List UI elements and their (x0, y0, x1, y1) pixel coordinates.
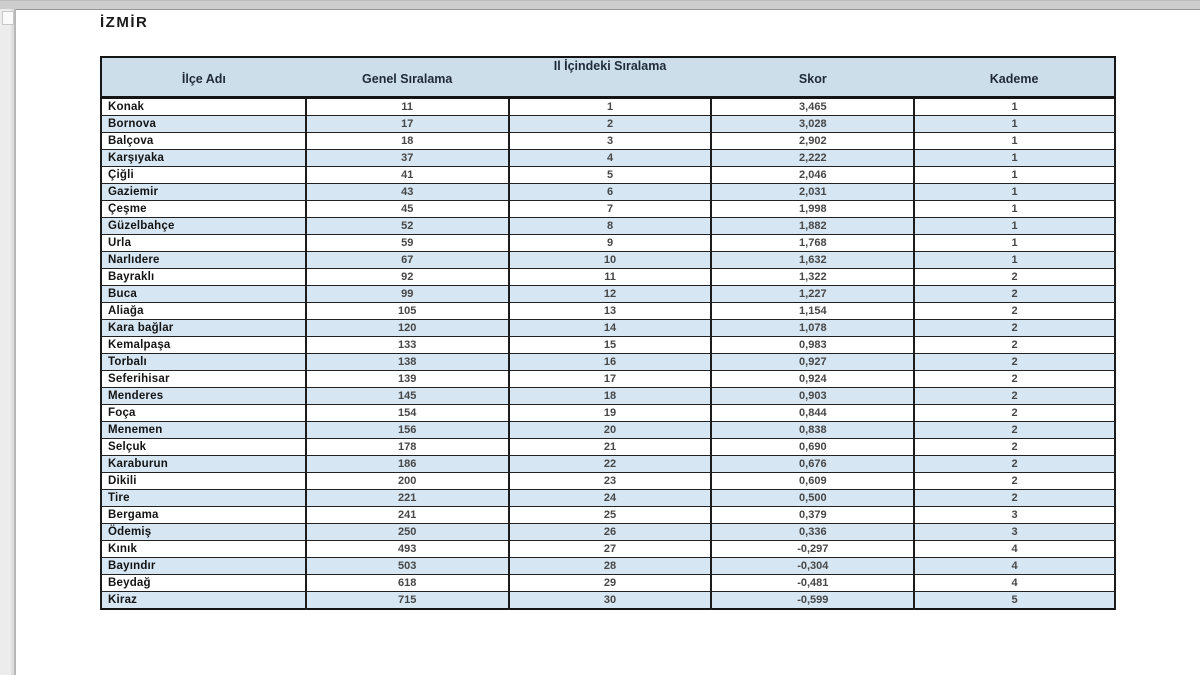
cell-general-rank: 145 (306, 388, 509, 405)
cell-district-name: Karaburun (101, 456, 306, 473)
table-row (101, 133, 1115, 150)
cell-score: 1,998 (711, 201, 914, 218)
col-header-general-rank: Genel Sıralama (306, 57, 509, 98)
izmir-district-ranking-table (100, 56, 1116, 610)
cell-general-rank: 105 (306, 303, 509, 320)
cell-general-rank: 41 (306, 167, 509, 184)
cell-province-rank: 25 (509, 507, 712, 524)
window-top-edge (0, 0, 1200, 10)
cell-district-name: Foça (101, 405, 306, 422)
table-row (101, 371, 1115, 388)
cell-general-rank: 133 (306, 337, 509, 354)
table-row (101, 490, 1115, 507)
cell-district-name: Torbalı (101, 354, 306, 371)
table-row (101, 201, 1115, 218)
table-header (101, 57, 1115, 98)
cell-province-rank: 11 (509, 269, 712, 286)
cell-general-rank: 178 (306, 439, 509, 456)
cell-province-rank: 9 (509, 235, 712, 252)
cell-province-rank: 1 (509, 98, 712, 116)
table-row (101, 167, 1115, 184)
cell-level: 1 (914, 252, 1115, 269)
table-row (101, 456, 1115, 473)
cell-province-rank: 23 (509, 473, 712, 490)
cell-province-rank: 21 (509, 439, 712, 456)
cell-level: 2 (914, 286, 1115, 303)
cell-district-name: Menemen (101, 422, 306, 439)
cell-level: 2 (914, 439, 1115, 456)
table-row (101, 98, 1115, 116)
cell-level: 1 (914, 133, 1115, 150)
cell-general-rank: 503 (306, 558, 509, 575)
cell-score: 1,882 (711, 218, 914, 235)
cell-district-name: Bayraklı (101, 269, 306, 286)
cell-score: 1,078 (711, 320, 914, 337)
cell-score: 3,028 (711, 116, 914, 133)
table-row (101, 473, 1115, 490)
cell-district-name: Dikili (101, 473, 306, 490)
cell-level: 2 (914, 337, 1115, 354)
cell-general-rank: 221 (306, 490, 509, 507)
cell-level: 4 (914, 558, 1115, 575)
table-row (101, 286, 1115, 303)
col-header-province-rank: Il İçindeki Sıralama (509, 57, 712, 98)
cell-province-rank: 17 (509, 371, 712, 388)
cell-general-rank: 11 (306, 98, 509, 116)
cell-general-rank: 154 (306, 405, 509, 422)
cell-score: 0,336 (711, 524, 914, 541)
cell-province-rank: 16 (509, 354, 712, 371)
cell-level: 2 (914, 354, 1115, 371)
cell-level: 5 (914, 592, 1115, 610)
cell-score: 0,690 (711, 439, 914, 456)
cell-district-name: Ödemiş (101, 524, 306, 541)
cell-level: 2 (914, 490, 1115, 507)
table-row (101, 252, 1115, 269)
col-header-score: Skor (711, 57, 914, 98)
cell-province-rank: 2 (509, 116, 712, 133)
col-header-district-name: İlçe Adı (101, 57, 306, 98)
table-row (101, 388, 1115, 405)
cell-general-rank: 92 (306, 269, 509, 286)
cell-level: 1 (914, 98, 1115, 116)
cell-score: 0,927 (711, 354, 914, 371)
table-row (101, 507, 1115, 524)
cell-general-rank: 715 (306, 592, 509, 610)
cell-general-rank: 156 (306, 422, 509, 439)
table-row (101, 592, 1115, 610)
cell-general-rank: 186 (306, 456, 509, 473)
cell-district-name: Seferihisar (101, 371, 306, 388)
cell-score: -0,599 (711, 592, 914, 610)
cell-district-name: Buca (101, 286, 306, 303)
table-row (101, 218, 1115, 235)
cell-level: 3 (914, 524, 1115, 541)
cell-general-rank: 67 (306, 252, 509, 269)
cell-general-rank: 18 (306, 133, 509, 150)
cell-province-rank: 4 (509, 150, 712, 167)
cell-general-rank: 45 (306, 201, 509, 218)
cell-province-rank: 8 (509, 218, 712, 235)
cell-level: 2 (914, 371, 1115, 388)
cell-district-name: Bornova (101, 116, 306, 133)
cell-general-rank: 200 (306, 473, 509, 490)
cell-level: 1 (914, 218, 1115, 235)
cell-score: 0,903 (711, 388, 914, 405)
cell-district-name: Konak (101, 98, 306, 116)
cell-score: 1,227 (711, 286, 914, 303)
cell-score: 1,768 (711, 235, 914, 252)
cell-level: 4 (914, 541, 1115, 558)
cell-province-rank: 14 (509, 320, 712, 337)
cell-score: 1,322 (711, 269, 914, 286)
cell-general-rank: 52 (306, 218, 509, 235)
cell-score: 1,154 (711, 303, 914, 320)
cell-general-rank: 139 (306, 371, 509, 388)
cell-province-rank: 7 (509, 201, 712, 218)
table-row (101, 558, 1115, 575)
table-row (101, 524, 1115, 541)
cell-district-name: Çeşme (101, 201, 306, 218)
cell-level: 2 (914, 320, 1115, 337)
cell-district-name: Gaziemir (101, 184, 306, 201)
cell-level: 2 (914, 405, 1115, 422)
window-left-edge (0, 9, 16, 675)
cell-district-name: Urla (101, 235, 306, 252)
cell-level: 2 (914, 303, 1115, 320)
table-row (101, 150, 1115, 167)
cell-province-rank: 3 (509, 133, 712, 150)
cell-district-name: Karşıyaka (101, 150, 306, 167)
cell-level: 2 (914, 473, 1115, 490)
cell-general-rank: 250 (306, 524, 509, 541)
table-row (101, 320, 1115, 337)
cell-district-name: Beydağ (101, 575, 306, 592)
table-row (101, 303, 1115, 320)
cell-general-rank: 138 (306, 354, 509, 371)
cell-province-rank: 28 (509, 558, 712, 575)
cell-province-rank: 5 (509, 167, 712, 184)
cell-score: 0,844 (711, 405, 914, 422)
table-row (101, 354, 1115, 371)
cell-general-rank: 17 (306, 116, 509, 133)
cell-general-rank: 99 (306, 286, 509, 303)
table-row (101, 575, 1115, 592)
cell-province-rank: 18 (509, 388, 712, 405)
cell-score: 2,902 (711, 133, 914, 150)
table-row (101, 405, 1115, 422)
page-title: İZMİR (100, 14, 149, 31)
cell-score: -0,297 (711, 541, 914, 558)
cell-level: 1 (914, 235, 1115, 252)
table-row (101, 269, 1115, 286)
cell-level: 2 (914, 269, 1115, 286)
cell-province-rank: 12 (509, 286, 712, 303)
cell-province-rank: 22 (509, 456, 712, 473)
cell-general-rank: 37 (306, 150, 509, 167)
cell-level: 1 (914, 116, 1115, 133)
cell-level: 3 (914, 507, 1115, 524)
cell-score: 0,676 (711, 456, 914, 473)
cell-score: 0,609 (711, 473, 914, 490)
cell-score: -0,481 (711, 575, 914, 592)
cell-district-name: Kemalpaşa (101, 337, 306, 354)
cell-score: 2,031 (711, 184, 914, 201)
cell-score: 0,924 (711, 371, 914, 388)
cell-district-name: Tire (101, 490, 306, 507)
table-row (101, 116, 1115, 133)
cell-district-name: Balçova (101, 133, 306, 150)
cell-level: 1 (914, 201, 1115, 218)
cell-level: 4 (914, 575, 1115, 592)
cell-score: 0,983 (711, 337, 914, 354)
cell-district-name: Bergama (101, 507, 306, 524)
cell-score: 3,465 (711, 98, 914, 116)
cell-general-rank: 241 (306, 507, 509, 524)
cell-province-rank: 13 (509, 303, 712, 320)
cell-district-name: Kara bağlar (101, 320, 306, 337)
cell-level: 1 (914, 184, 1115, 201)
cell-score: 1,632 (711, 252, 914, 269)
cell-score: 0,379 (711, 507, 914, 524)
cell-district-name: Narlıdere (101, 252, 306, 269)
col-header-level: Kademe (914, 57, 1115, 98)
cell-score: 2,222 (711, 150, 914, 167)
cell-province-rank: 26 (509, 524, 712, 541)
cell-score: 0,838 (711, 422, 914, 439)
table-row (101, 337, 1115, 354)
cell-level: 2 (914, 422, 1115, 439)
cell-score: 0,500 (711, 490, 914, 507)
cell-province-rank: 10 (509, 252, 712, 269)
table-row (101, 541, 1115, 558)
cell-general-rank: 120 (306, 320, 509, 337)
cell-score: 2,046 (711, 167, 914, 184)
cell-level: 1 (914, 167, 1115, 184)
cell-province-rank: 15 (509, 337, 712, 354)
cell-district-name: Çiğli (101, 167, 306, 184)
scroll-corner-box (2, 11, 14, 25)
cell-general-rank: 43 (306, 184, 509, 201)
cell-district-name: Menderes (101, 388, 306, 405)
cell-district-name: Kınık (101, 541, 306, 558)
cell-district-name: Aliağa (101, 303, 306, 320)
table-body (101, 98, 1115, 610)
cell-province-rank: 27 (509, 541, 712, 558)
cell-province-rank: 24 (509, 490, 712, 507)
cell-score: -0,304 (711, 558, 914, 575)
cell-general-rank: 618 (306, 575, 509, 592)
cell-province-rank: 20 (509, 422, 712, 439)
cell-level: 2 (914, 388, 1115, 405)
cell-province-rank: 6 (509, 184, 712, 201)
cell-province-rank: 19 (509, 405, 712, 422)
cell-province-rank: 29 (509, 575, 712, 592)
cell-level: 2 (914, 456, 1115, 473)
cell-district-name: Güzelbahçe (101, 218, 306, 235)
cell-general-rank: 59 (306, 235, 509, 252)
cell-province-rank: 30 (509, 592, 712, 610)
cell-district-name: Kiraz (101, 592, 306, 610)
cell-district-name: Bayındır (101, 558, 306, 575)
table-row (101, 439, 1115, 456)
table-row (101, 184, 1115, 201)
cell-general-rank: 493 (306, 541, 509, 558)
cell-district-name: Selçuk (101, 439, 306, 456)
cell-level: 1 (914, 150, 1115, 167)
table-row (101, 422, 1115, 439)
table-row (101, 235, 1115, 252)
